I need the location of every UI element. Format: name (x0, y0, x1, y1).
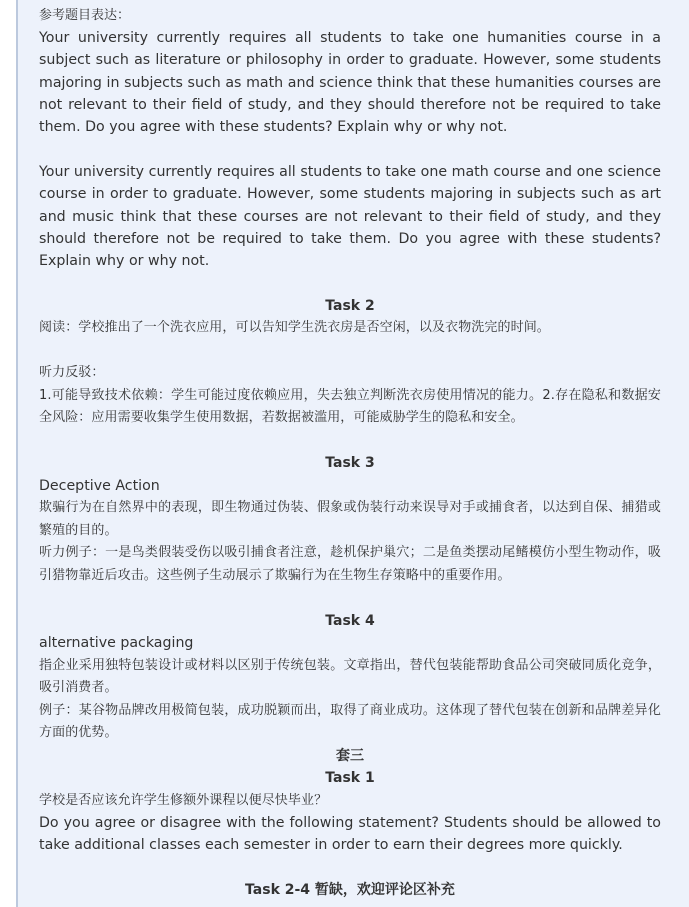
reference-label: 参考题目表达： (39, 8, 131, 23)
set3-heading: 套三 (336, 747, 364, 764)
task2-listening-label: 听力反驳： (39, 365, 105, 381)
spacer (39, 430, 661, 453)
article-content (39, 5, 661, 902)
task3-term: Deceptive Action (39, 477, 160, 494)
set3-footer-note: Task 2-4 暂缺，欢迎评论区补充 (245, 882, 455, 899)
task3-example: 听力例子：一是鸟类假装受伤以吸引捕食者注意，趁机保护巢穴；二是鱼类摆动尾鳍模仿小型生物动作，吸引猎物靠近后攻击。这些例子生动展示了欺骗行为在生物生存策略中的重要作用。 (39, 545, 661, 583)
set3-question-zh: 学校是否应该允许学生修额外课程以便尽快毕业？ (39, 792, 328, 808)
task4-term: alternative packaging (39, 635, 194, 652)
task3-definition: 欺骗行为在自然界中的表现，即生物通过伪装、假象或伪装行动来误导对手或捕食者，以达到自保、捕猎或繁殖的目的。 (39, 500, 661, 538)
task2-listening-text: 1.可能导致技术依赖：学生可能过度依赖应用，失去独立判断洗衣房使用情况的能力。2.存在隐私和数据安全风险：应用需要收集学生使用数据，若数据被滥用，可能威胁学生的隐私和安全。 (39, 387, 661, 426)
task4-heading: Task 4 (325, 612, 375, 629)
task2-heading: Task 2 (325, 297, 375, 314)
task3-heading: Task 3 (325, 455, 375, 472)
reference-paragraph-1: Your university currently requires all students to take one humanities course in a subject such as literature or philosophy in order to graduate. However, some students majoring in subjects such as math and science think that these humanities courses are not relevant to their field of study, and they should therefore not be required to take them. Do you agree with these students? Explain why or why not. (39, 30, 661, 136)
spacer (39, 272, 661, 295)
reference-paragraph-2: Your university currently requires all students to take one math course and one science course in order to graduate. However, some students majoring in subjects such as art and music think that these courses are not relevant to their field of study, and they should therefore not be required to take them. Do you agree with these students? Explain why or why not. (39, 163, 661, 270)
task4-example: 例子：某谷物品牌改用极简包装，成功脱颖而出，取得了商业成功。这体现了替代包装在创新和品牌差异化方面的优势。 (39, 702, 661, 741)
set3-task1-heading: Task 1 (325, 770, 375, 787)
spacer (39, 857, 661, 880)
spacer (39, 340, 661, 363)
set3-question-en: Do you agree or disagree with the following statement? Students should be allowed to take additional classes each semester in order to earn their degrees more quickly. (39, 815, 661, 854)
task4-definition: 指企业采用独特包装设计或材料以区别于传统包装。文章指出，替代包装能帮助食品公司突破同质化竞争，吸引消费者。 (39, 657, 661, 696)
spacer (39, 587, 661, 610)
spacer (39, 138, 661, 161)
task2-reading: 阅读：学校推出了一个洗衣应用，可以告知学生洗衣房是否空闲，以及衣物洗完的时间。 (39, 320, 550, 336)
